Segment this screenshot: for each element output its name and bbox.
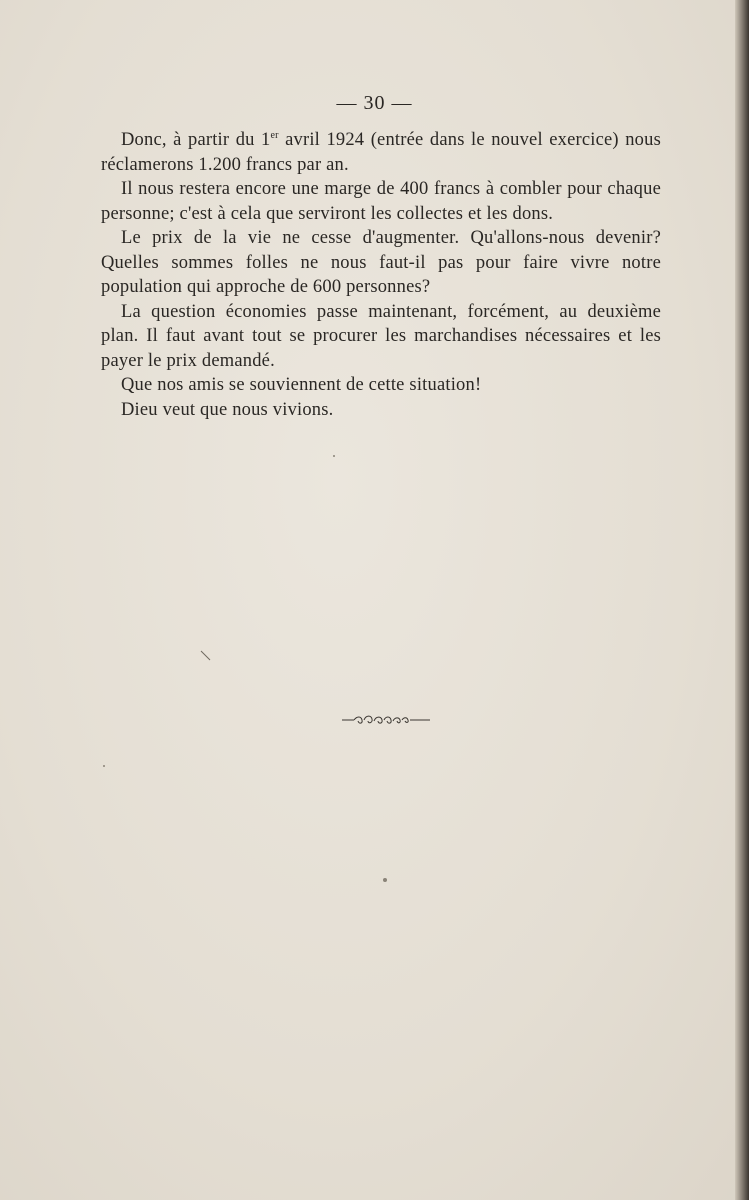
paragraph-5: Que nos amis se souviennent de cette situation! [121, 375, 482, 395]
paragraph-2: Il nous restera encore une marge de 400 francs à combler pour chaque personne; c'est à cela que serviront les collectes et les dons. [101, 179, 661, 224]
paragraph-6: Dieu veut que nous vivions. [121, 399, 334, 420]
paragraph-4: La question économies passe maintenant, forcément, au deuxième plan. Il faut avant tout se procurer les marchandises nécessaires et les payer le prix demandé. [101, 301, 661, 371]
paper-speck [333, 455, 335, 457]
paragraph-3: Le prix de la vie ne cesse d'augmenter. Qu'allons-nous devenir? Quelles sommes folles ne nous faut-il pas pour faire vivre notre population qui approche de 600 personnes? [101, 228, 661, 297]
paragraph-1-rest: avril 1924 (entrée dans le nouvel exercice) nous réclamerons 1.200 francs par an. [101, 130, 661, 175]
paper-mark [200, 650, 212, 662]
body-text [101, 128, 661, 422]
ordinal-superscript: er [270, 130, 279, 141]
book-spine-shadow [735, 0, 749, 1200]
page-number: — 30 — [336, 92, 413, 114]
paragraph-1-start: Donc, à partir du 1 [121, 130, 271, 150]
paper-speck [103, 765, 105, 767]
paragraph-1 [101, 128, 661, 177]
decorative-flourish-icon [340, 712, 432, 728]
paper-speck [383, 878, 387, 882]
